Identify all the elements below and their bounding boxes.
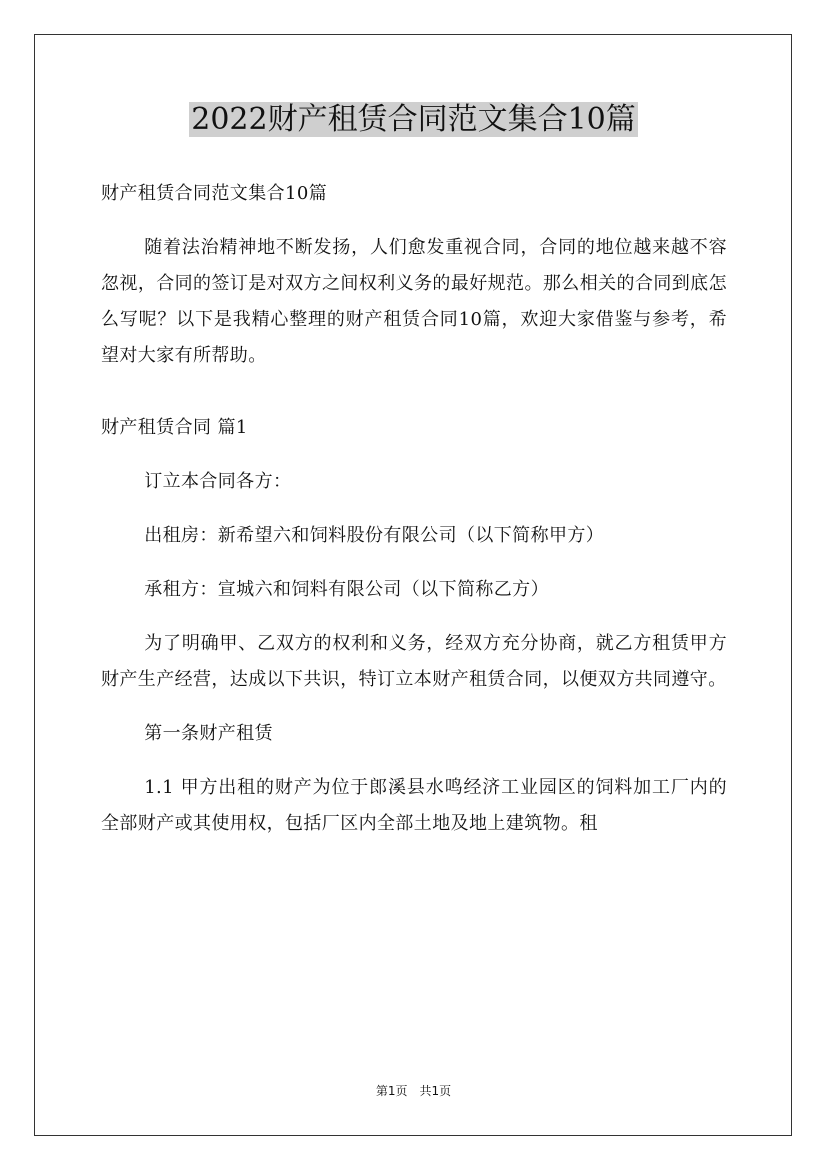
clause-paragraph: 1.1 甲方出租的财产为位于郎溪县水鸣经济工业园区的饲料加工厂内的全部财产或其使用权，包括厂区内全部土地及地上建筑物。租 (101, 777, 727, 834)
lessor-line: 出租房：新希望六和饲料股份有限公司（以下简称甲方） (144, 525, 605, 546)
page-number: 第1页 (375, 1084, 408, 1098)
purpose-paragraph: 为了明确甲、乙双方的权利和义务，经双方充分协商，就乙方租赁甲方财产生产经营，达成以下共识，特订立本财产租赁合同，以便双方共同遵守。 (101, 633, 727, 690)
document-body (101, 176, 727, 860)
section-heading: 财产租赁合同 篇1 (101, 417, 248, 438)
parties-label: 订立本合同各方： (144, 471, 292, 492)
article-heading: 第一条财产租赁 (144, 723, 273, 744)
lessee-line: 承租方：宣城六和饲料有限公司（以下简称乙方） (144, 579, 549, 600)
document-title: 2022财产租赁合同范文集合10篇 (191, 102, 636, 137)
document-subtitle: 财产租赁合同范文集合10篇 (101, 183, 328, 204)
intro-paragraph: 随着法治精神地不断发扬，人们愈发重视合同，合同的地位越来越不容忽视，合同的签订是对双方之间权利义务的最好规范。那么相关的合同到底怎么写呢？以下是我精心整理的财产租赁合同10篇，欢迎大家借鉴与参考，希望对大家有所帮助。 (101, 237, 727, 366)
page-footer (0, 1083, 827, 1099)
page-total: 共1页 (419, 1084, 452, 1098)
